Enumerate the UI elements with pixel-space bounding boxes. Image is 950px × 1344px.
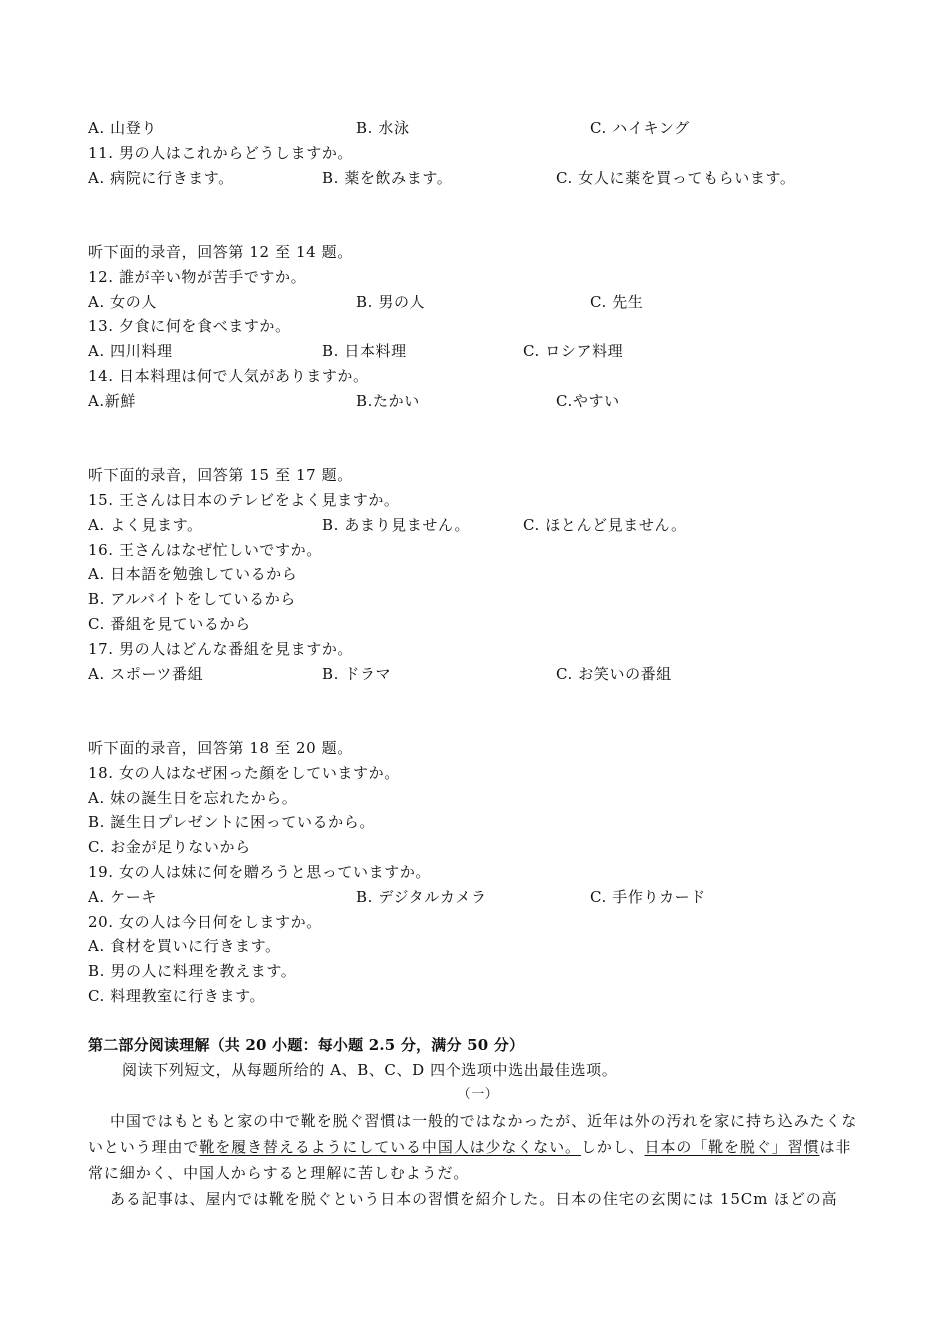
underlined-phrase-2: 日本の「靴を脱ぐ」習慣 [644,1137,820,1156]
question-13: 13. 夕食に何を食べますか。 [88,317,291,336]
question-17: 17. 男の人はどんな番組を見ますか。 [88,639,354,658]
q12-options [88,290,868,315]
group-instruction-15-17: 听下面的录音，回答第 15 至 17 题。 [88,466,353,485]
paragraph-text: 中国ではもともと家の中で靴を脱ぐ習慣は一般的ではなかったが、近年は外の汚れを家に持ち込みたくないという理由で [88,1111,858,1156]
group-instruction-18-20: 听下面的录音，回答第 18 至 20 题。 [88,738,353,757]
q18-option-b: B. 誕生日プレゼントに困っているから。 [88,813,375,832]
q20-option-a: A. 食材を買いに行きます。 [88,937,281,956]
question-19: 19. 女の人は妹に何を贈ろうと思っていますか。 [88,862,432,881]
option-b: B. デジタルカメラ [356,887,487,906]
passage-paragraph-2: ある記事は、屋内では靴を脱ぐという日本の習慣を紹介した。日本の住宅の玄関には 15Cm ほどの高 [110,1189,838,1208]
q16-option-a: A. 日本語を勉強しているから [88,565,298,584]
option-a: A. スポーツ番組 [88,664,204,683]
group-instruction-12-14: 听下面的录音，回答第 12 至 14 题。 [88,242,353,261]
q11-options [88,166,868,191]
question-15: 15. 王さんは日本のテレビをよく見ますか。 [88,490,400,509]
option-a: A. 女の人 [88,292,157,311]
passage-paragraph-1 [88,1108,864,1186]
option-c: C. ハイキング [590,119,690,137]
question-14: 14. 日本料理は何で人気がありますか。 [88,366,369,385]
question-12: 12. 誰が辛い物が苦手ですか。 [88,267,307,286]
option-c: C. 先生 [590,292,644,311]
option-c: C. お笑いの番組 [556,664,672,683]
q20-option-c: C. 料理教室に行きます。 [88,986,266,1005]
option-b: B.たかい [356,391,420,410]
option-a: A. 四川料理 [88,342,173,361]
option-c: C.やすい [556,391,620,410]
option-a: A. ケーキ [88,887,157,906]
option-b: B. ドラマ [322,664,392,683]
q19-options [88,885,868,910]
q15-options [88,513,868,538]
option-a: A. よく見ます。 [88,515,203,534]
option-b: B. 日本料理 [322,342,407,361]
q20-option-b: B. 男の人に料理を教えます。 [88,962,297,981]
q13-options [88,339,868,364]
reading-instruction: 阅读下列短文，从每题所给的 A、B、C、D 四个选项中选出最佳选项。 [122,1061,618,1080]
question-20: 20. 女の人は今日何をしますか。 [88,912,322,931]
exam-page [88,116,868,1212]
q18-option-a: A. 妹の誕生日を忘れたから。 [88,788,298,807]
option-b: B. 男の人 [356,292,426,311]
option-b: B. 薬を飲みます。 [322,168,453,187]
option-a: A. 病院に行きます。 [88,168,234,187]
option-c: C. ロシア料理 [523,342,624,361]
question-18: 18. 女の人はなぜ困った顔をしていますか。 [88,763,400,782]
q16-option-c: C. 番組を見ているから [88,614,251,633]
q17-options [88,662,868,687]
passage-marker: （一） [457,1087,499,1103]
option-b: B. あまり見ません。 [322,515,471,534]
option-c: C. ほとんど見ません。 [523,515,687,534]
paragraph-text: しかし、 [580,1137,645,1156]
q10-options [88,116,868,141]
reading-section-title: 第二部分阅读理解（共 20 小题：每小题 2.5 分，满分 50 分） [88,1036,525,1055]
option-b: B. 水泳 [356,119,410,137]
question-11: 11. 男の人はこれからどうしますか。 [88,143,354,162]
option-c: C. 女人に薬を買ってもらいます。 [556,168,796,187]
q18-option-c: C. お金が足りないから [88,838,251,857]
option-c: C. 手作りカード [590,887,706,906]
paragraph-text: は非常に細かく、中国人からすると理解に苦しむようだ。 [88,1137,852,1182]
option-a: A. 山登り [88,119,157,137]
underlined-sentence-1: 靴を履き替えるようにしている中国人は少なくない。 [199,1137,581,1156]
q14-options [88,389,868,414]
option-a: A.新鮮 [88,391,137,410]
q16-option-b: B. アルバイトをしているから [88,590,296,609]
question-16: 16. 王さんはなぜ忙しいですか。 [88,540,322,559]
